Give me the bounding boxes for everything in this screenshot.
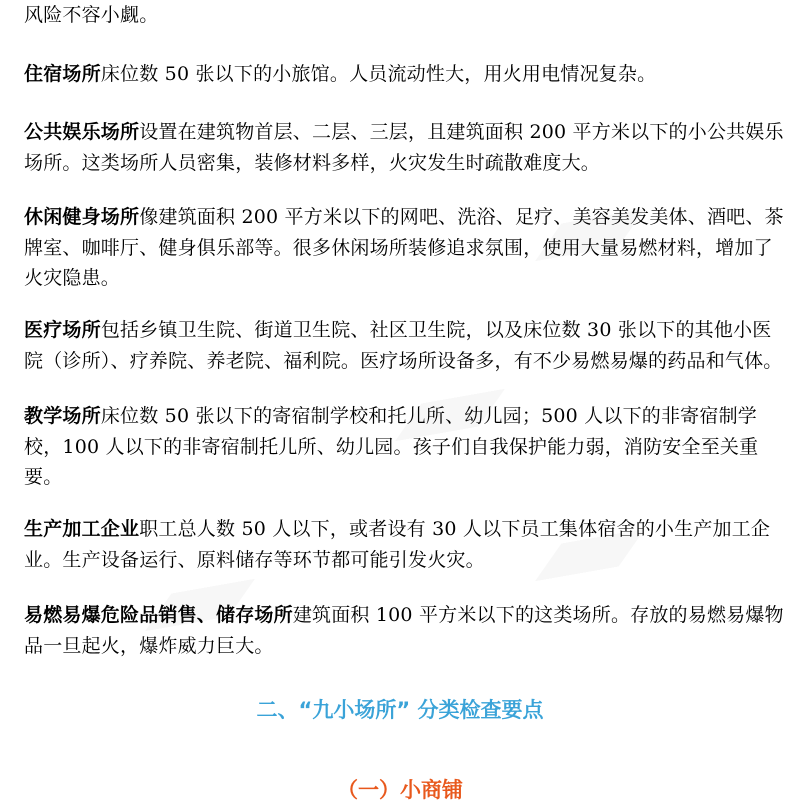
paragraph-entertainment [24, 117, 784, 178]
paragraph-education [24, 401, 784, 493]
paragraph-text: 建筑面积 100 平方米以下的这类场所。存放的易燃易爆物品一旦起火，爆炸威力巨大。 [24, 604, 784, 657]
paragraph-hazardous-goods [24, 600, 784, 661]
paragraph-text: 职工总人数 50 人以下，或者设有 30 人以下员工集体宿舍的小生产加工企业。生产设备运行、原料储存等环节都可能引发火灾。 [24, 518, 771, 571]
paragraph-term: 教学场所 [24, 405, 101, 427]
paragraph-term: 住宿场所 [24, 63, 101, 85]
paragraph-term: 公共娱乐场所 [24, 121, 140, 143]
paragraph-text: 像建筑面积 200 平方米以下的网吧、洗浴、足疗、美容美发美体、酒吧、茶牌室、咖啡厅、健身俱乐部等。很多休闲场所装修追求氛围，使用大量易燃材料，增加了火灾隐患。 [24, 206, 784, 289]
paragraph-text: 包括乡镇卫生院、街道卫生院、社区卫生院，以及床位数 30 张以下的其他小医院（诊所）、疗养院、养老院、福利院。医疗场所设备多，有不少易燃易爆的药品和气体。 [24, 319, 783, 372]
paragraph-term: 医疗场所 [24, 319, 101, 341]
paragraph-text: 床位数 50 张以下的寄宿制学校和托儿所、幼儿园；500 人以下的非寄宿制学校，100 人以下的非寄宿制托儿所、幼儿园。孩子们自我保护能力弱，消防安全至关重要。 [24, 405, 759, 488]
paragraph-continuation [24, 0, 784, 31]
paragraph-term: 易燃易爆危险品销售、储存场所 [24, 604, 293, 626]
section-heading: 二、“九小场所” 分类检查要点 [256, 698, 544, 722]
subsection-heading: （一）小商铺 [337, 778, 463, 800]
paragraph-medical [24, 315, 784, 376]
paragraph-text: 风险不容小觑。 [24, 4, 159, 26]
paragraph-lodging [24, 59, 784, 90]
paragraph-text: 设置在建筑物首层、二层、三层，且建筑面积 200 平方米以下的小公共娱乐场所。这类场所人员密集，装修材料多样，火灾发生时疏散难度大。 [24, 121, 784, 174]
paragraph-term: 休闲健身场所 [24, 206, 140, 228]
paragraph-leisure-fitness [24, 202, 784, 294]
paragraph-manufacturing [24, 514, 784, 575]
paragraph-text: 床位数 50 张以下的小旅馆。人员流动性大，用火用电情况复杂。 [100, 63, 657, 85]
paragraph-term: 生产加工企业 [24, 518, 140, 540]
